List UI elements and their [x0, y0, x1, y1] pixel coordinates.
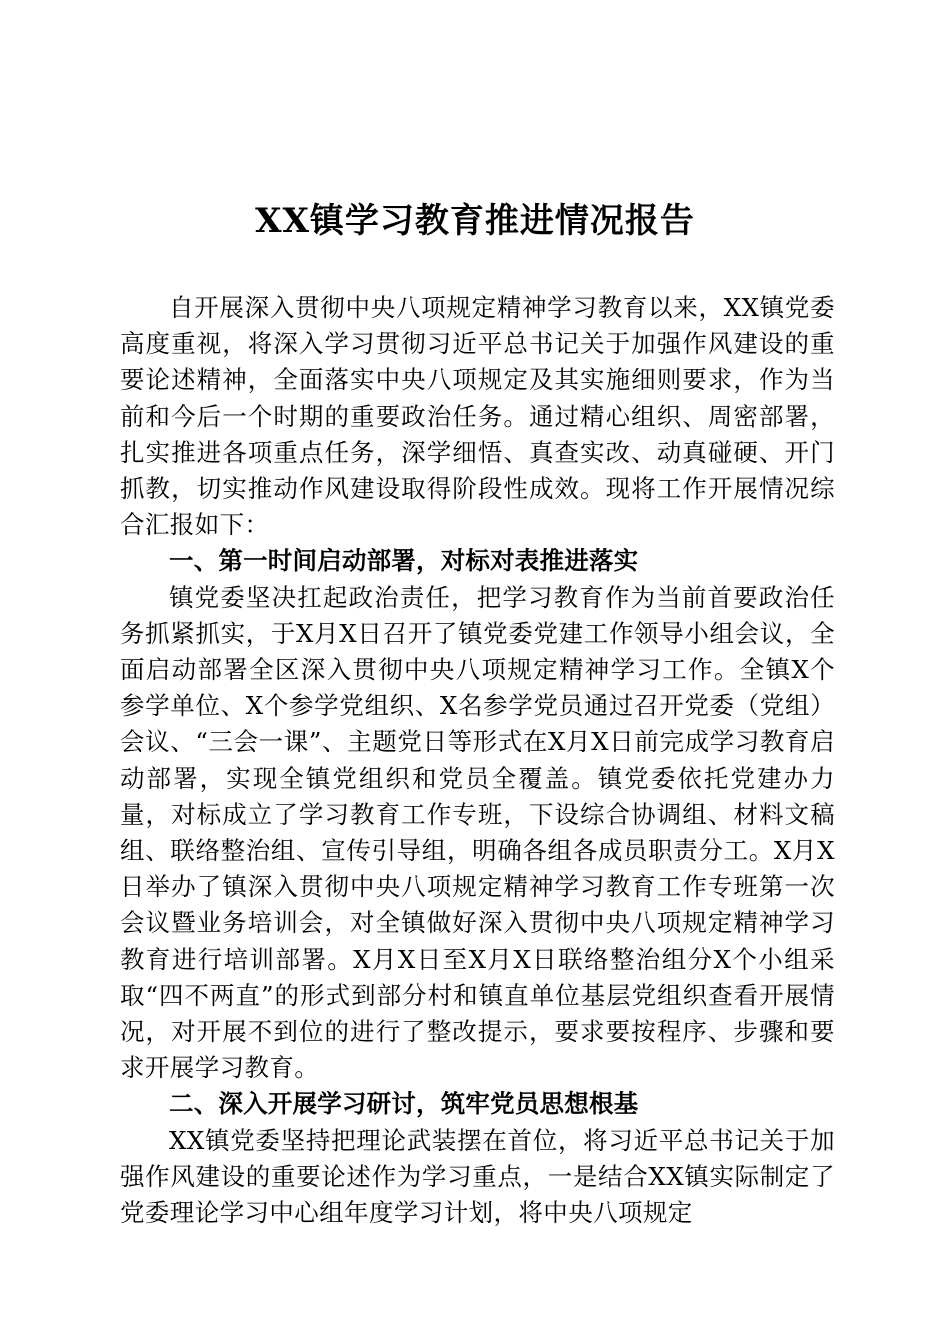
section-2-paragraph: XX镇党委坚持把理论武装摆在首位，将习近平总书记关于加强作风建设的重要论述作为学习重点，一是结合XX镇实际制定了党委理论学习中心组年度学习计划，将中央八项规定	[120, 1125, 835, 1228]
section-1-heading: 一、第一时间启动部署，对标对表推进落实	[169, 546, 639, 576]
section-1-paragraph: 镇党委坚决扛起政治责任，把学习教育作为当前首要政治任务抓紧抓实，于X月X日召开了镇党委党建工作领导小组会议，全面启动部署全区深入贯彻中央八项规定精神学习工作。全镇X个参学单位、X个参学党组织、X名参学党员通过召开党委（党组）会议、“三会一课”、主题党日等形式在X月X日前完成学习教育启动部署，实现全镇党组织和党员全覆盖。镇党委依托党建办力量，对标成立了学习教育工作专班，下设综合协调组、材料文稿组、联络整治组、宣传引导组，明确各组各成员职责分工。X月X日举办了镇深入贯彻中央八项规定精神学习教育工作专班第一次会议暨业务培训会，对全镇做好深入贯彻中央八项规定精神学习教育进行培训部署。X月X日至X月X日联络整治组分X个小组采取“四不两直”的形式到部分村和镇直单位基层党组织查看开展情况，对开展不到位的进行了整改提示，要求要按程序、步骤和要求开展学习教育。	[120, 582, 835, 1083]
intro-paragraph: 自开展深入贯彻中央八项规定精神学习教育以来，XX镇党委高度重视，将深入学习贯彻习近平总书记关于加强作风建设的重要论述精神，全面落实中央八项规定及其实施细则要求，作为当前和今后一个时期的重要政治任务。通过精心组织、周密部署，扎实推进各项重点任务，深学细悟、真查实改、动真碰硬、开门抓教，切实推动作风建设取得阶段性成效。现将工作开展情况综合汇报如下：	[120, 293, 835, 540]
document-body	[120, 290, 835, 1231]
document-title: XX镇学习教育推进情况报告	[255, 201, 695, 241]
section-2-heading: 二、深入开展学习研讨，筑牢党员思想根基	[169, 1089, 639, 1119]
